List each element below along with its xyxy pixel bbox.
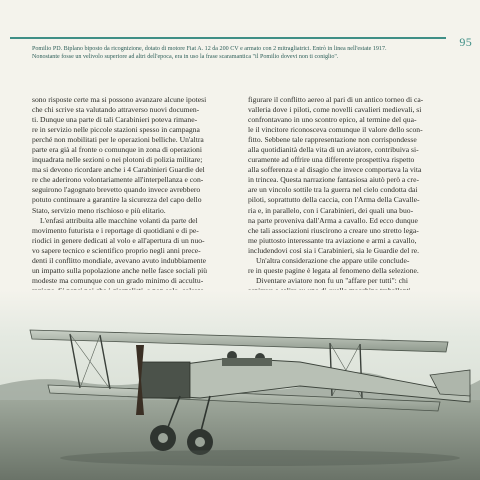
text-line: vo sapere tecnico e scientifico proprio negli anni prece-: [32, 245, 201, 255]
caption-line: Nonostante fosse un velivolo superiore ad altri dell'epoca, era in uso la frase scaramantica "il Pomilio dovevi non ti coniglio".: [32, 54, 339, 61]
text-line: parte era già al fronte o comunque in zona di operazioni: [32, 145, 202, 155]
text-line: denti il conflitto mondiale, avevano avuto indubbiamente: [32, 255, 206, 265]
text-line: piloti, soprattutto della caccia, con l'Arma della Cavalle-: [248, 195, 420, 205]
text-line: perché non mobilitati per le operazioni belliche. Un'altra: [32, 135, 204, 145]
text-line: Diventare aviatore non fu un "affare per tutti": chi: [256, 275, 408, 285]
text-line: figurare il conflitto aereo al pari di un antico torneo di ca-: [248, 95, 424, 104]
text-line: fitto. Sebbene tale rappresentazione non corrispondesse: [248, 135, 417, 145]
text-line: seguirono l'agognato brevetto quando invece avrebbero: [32, 185, 201, 195]
text-line: alla sofferenza e al disagio che invece comportava la vita: [248, 165, 422, 175]
text-line: na parte proveniva dall'Arma a cavallo. Ed ecco dunque: [248, 215, 418, 225]
left-column: [32, 95, 232, 306]
text-line: riodici in genere dedicati al volo e all'apertura di un nuo-: [32, 235, 205, 245]
text-line: in trincea. Questa narrazione fantasiosa aiutò però a cre-: [248, 175, 419, 185]
text-line: are un vincolo sottile tra la guerra nel cielo condotta dai: [248, 185, 418, 195]
text-line: ti. Dunque una parte di tali Carabinieri poteva rimane-: [32, 115, 198, 125]
photo-caption: [32, 45, 442, 62]
text-line: sono risposte certe ma si possono avanzare alcune ipotesi: [32, 95, 207, 104]
caption-line: Pomilio PD. Biplano biposto da ricognizione, dotato di motore Fiat A. 12 da 200 CV e armato con 2 mitragliatrici. Entrò in linea nell'estate 1917.: [32, 46, 387, 52]
text-line: curamente ad offrire una differente prospettiva rispetto: [248, 155, 415, 165]
header-rule: [10, 37, 446, 39]
text-line: valleria dove i piloti, come novelli cavalieri medievali, si: [248, 105, 422, 115]
text-line: re che aderirono volontariamente all'interpellanza e con-: [32, 175, 204, 185]
biplane-photo: [0, 290, 480, 480]
biplane-illustration: [0, 290, 480, 480]
text-line: movimento futurista e i reportage di quotidiani e di pe-: [32, 225, 199, 235]
text-line: modeste ma comunque con un grado minimo di accultu-: [32, 275, 204, 285]
text-line: ria e, in parallelo, con i Carabinieri, dei quali una buo-: [248, 205, 414, 215]
text-line: ma si devono ricordare anche i 4 Carabinieri Guardie del: [32, 165, 205, 175]
text-line: alla quotidianità della vita di un aviatore, contribuiva si-: [248, 145, 419, 155]
text-line: un impatto sulla popolazione anche nelle fasce sociali più: [32, 265, 208, 275]
text-line: che chi scrive sta valutando attraverso nuovi documen-: [32, 105, 200, 115]
text-line: L'enfasi attribuita alle macchine volanti da parte del: [40, 215, 198, 225]
text-line: re in queste pagine è legata al fenomeno della selezione.: [248, 265, 419, 275]
page-number: 95: [459, 35, 472, 49]
text-line: re in servizio nelle piccole stazioni spesso in campagna: [32, 125, 200, 135]
text-line: che tali associazioni riuscirono a creare uno stretto lega-: [248, 225, 419, 235]
text-line: Un'altra considerazione che appare utile conclude-: [256, 255, 410, 265]
text-line: Stato, servizio meno rischioso e più elitario.: [32, 205, 166, 215]
text-line: confrontavano in uno scontro epico, al termine del qua-: [248, 115, 417, 125]
text-line: inquadrata nelle sezioni o nei plotoni di polizia militare;: [32, 155, 203, 165]
right-column: [248, 95, 452, 306]
text-line: potuto continuare a garantire la sicurezza del capo dello: [32, 195, 202, 205]
text-line: me piuttosto interessante tra aviazione e armi a cavallo,: [248, 235, 417, 245]
text-line: includendovi così sia i Carabinieri, sia le Guardie del re.: [248, 245, 420, 255]
text-line: le il vincitore riconosceva comunque il valore dello scon-: [248, 125, 423, 135]
